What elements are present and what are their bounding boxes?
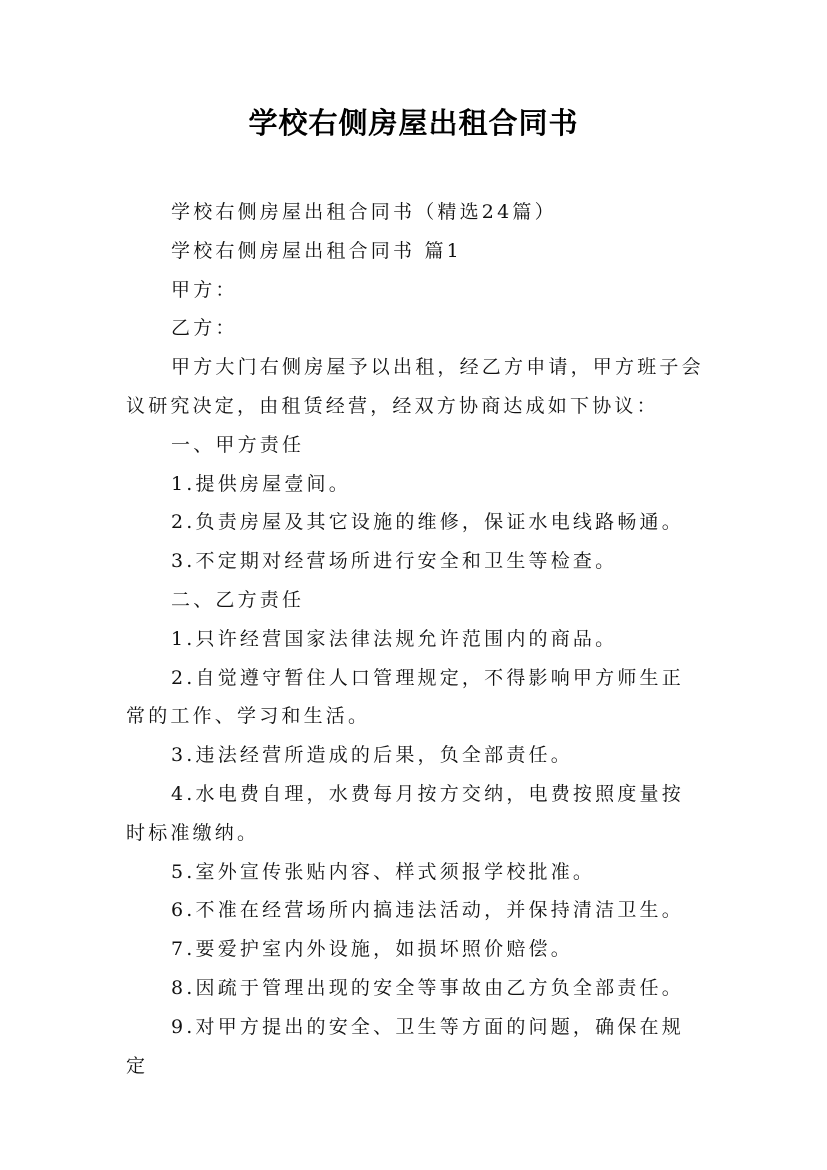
paragraph-party-b-duties-heading: 二、乙方责任 [171,588,305,611]
paragraph-b-item-8: 8.因疏于管理出现的安全等事故由乙方负全部责任。 [171,976,684,999]
paragraph-b-item-2: 2.自觉遵守暂住人口管理规定，不得影响甲方师生正常的工作、学习和生活。 [126,666,684,728]
paragraph-b-item-5: 5.室外宣传张贴内容、样式须报学校批准。 [171,860,596,883]
paragraph-b-item-9: 9.对甲方提出的安全、卫生等方面的问题，确保在规定 [126,1015,684,1077]
paragraph-a-item-1: 1.提供房屋壹间。 [171,472,351,495]
paragraph-a-item-2: 2.负责房屋及其它设施的维修，保证水电线路畅通。 [171,511,684,534]
paragraph-b-item-6: 6.不准在经营场所内搞违法活动，并保持清洁卫生。 [171,899,684,922]
paragraph-party-b: 乙方： [171,317,238,340]
document-body [126,193,706,1085]
paragraph-b-item-3: 3.违法经营所造成的后果，负全部责任。 [171,744,573,767]
paragraph-b-item-1: 1.只许经营国家法律法规允许范围内的商品。 [171,627,618,650]
paragraph-intro: 甲方大门右侧房屋予以出租，经乙方申请，甲方班子会议研究决定，由租赁经营，经双方协商达成如下协议： [126,356,704,417]
paragraph-a-item-3: 3.不定期对经营场所进行安全和卫生等检查。 [171,550,618,573]
paragraph-b-item-4: 4.水电费自理，水费每月按方交纳，电费按照度量按时标准缴纳。 [126,782,684,844]
document-title: 学校右侧房屋出租合同书 [248,106,579,140]
paragraph-party-a: 甲方： [171,278,238,301]
paragraph-b-item-7: 7.要爱护室内外设施，如损坏照价赔偿。 [171,938,573,961]
paragraph-subtitle: 学校右侧房屋出租合同书（精选24篇） [171,201,557,223]
paragraph-party-a-duties-heading: 一、甲方责任 [171,433,305,456]
paragraph-section-heading: 学校右侧房屋出租合同书 篇1 [171,239,462,262]
